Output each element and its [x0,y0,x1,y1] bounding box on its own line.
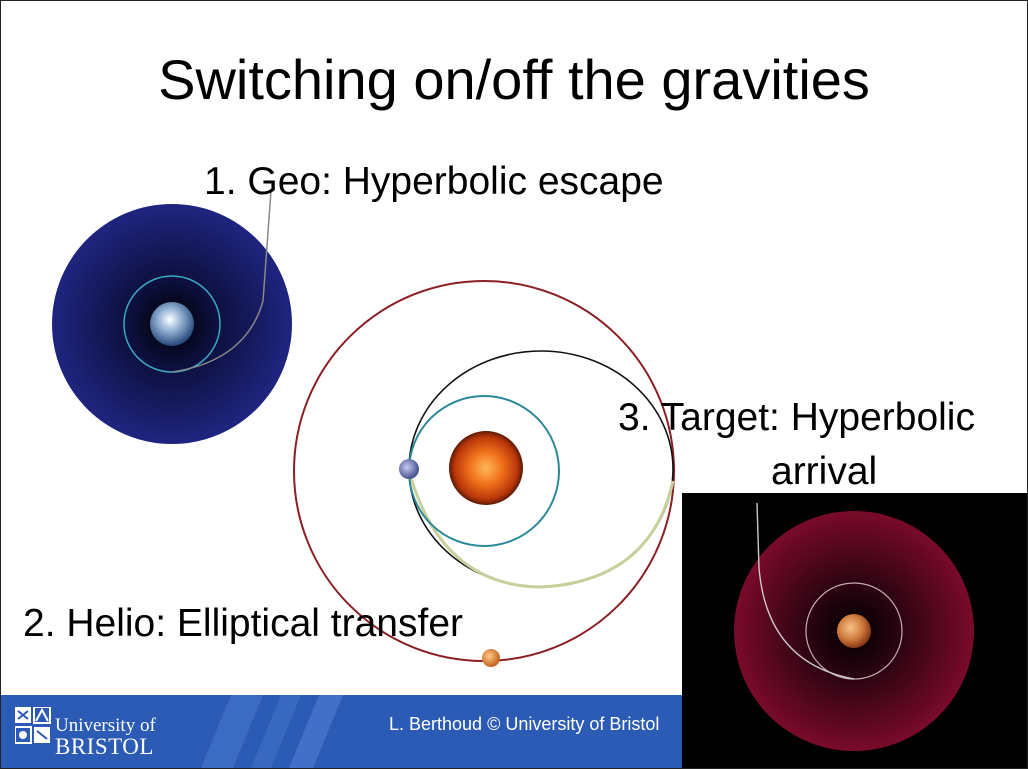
earth-small-icon [399,459,419,479]
earth-icon [150,302,194,346]
mars-icon [837,614,871,648]
label-helio: 2. Helio: Elliptical transfer [23,602,464,645]
target-panel [682,493,1027,768]
slide-title: Switching on/off the gravities [158,48,870,111]
target-artwork [682,493,1027,768]
transfer-ellipse [409,351,673,587]
label-target: 3. Target: Hyperbolic [618,396,975,439]
geo-sphere [52,191,292,444]
footer-credit: L. Berthoud © University of Bristol [389,714,660,734]
bristol-crest-icon [15,707,51,747]
transfer-arc-lower [409,471,673,587]
logo-line1: University of [55,715,156,736]
label-geo: 1. Geo: Hyperbolic escape [204,160,664,203]
logo-line2: BRISTOL [55,734,154,759]
label-target-arrival: arrival [771,450,878,493]
mars-small-icon [482,649,500,667]
university-logo [15,707,156,759]
sun-icon [449,431,523,505]
